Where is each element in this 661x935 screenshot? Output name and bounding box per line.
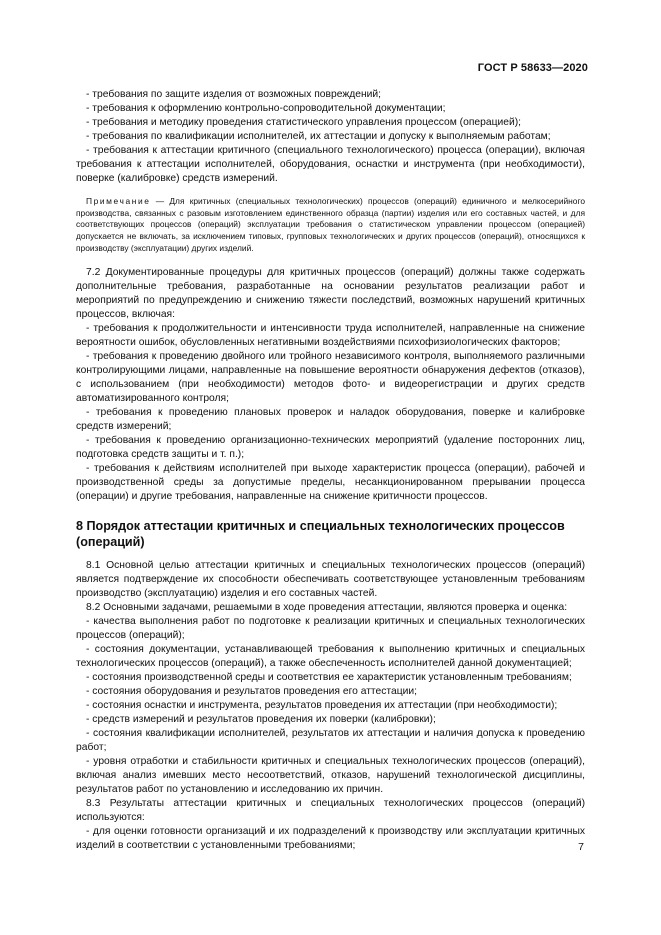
list-item: - состояния оснастки и инструмента, результатов проведения их аттестации (при необходимости); — [86, 699, 558, 711]
note-text: — Для критичных (специальных технологических) процессов (операций) единичного и мелкосерийного производства, связанных с разовым изготовлением единственного образца (партии) изделия или его составных частей, и для соответствующих процессов (операций) эксплуатации требования о статистическом управлении процессом (операцией) допускается не включать, за исключением типовых, групповых технологических и других процессов (операций), относящихся к производству (эксплуатации) других изделий. — [76, 196, 585, 253]
list-item: - средств измерений и результатов проведения их поверки (калибровки); — [86, 713, 436, 725]
list-item: - состояния оборудования и результатов проведения его аттестации; — [86, 685, 417, 697]
list-item: - требования к проведению организационно-технических мероприятий (удаление посторонних лиц, подготовка средств защиты и т. п.); — [76, 434, 585, 460]
list-item: - требования к проведению плановых проверок и наладок оборудования, поверке и калибровке средств измерений; — [76, 406, 585, 432]
list-item: - требования по защите изделия от возможных повреждений; — [86, 89, 382, 100]
note-label: Примечание — [86, 196, 151, 206]
list-item: - требования к аттестации критичного (специального технологического) процесса (операции), включая требования к аттестации исполнителей, оборудования, оснастки и инструмента (при необходимости), поверке (калибровке) средств измерений. — [76, 145, 585, 184]
document-code: ГОСТ Р 58633—2020 — [477, 62, 588, 74]
list-item: - качества выполнения работ по подготовке к реализации критичных и специальных технологических процессов (операций); — [76, 615, 585, 641]
list-item: - требования и методику проведения статистического управления процессом (операцией); — [86, 117, 521, 128]
paragraph-8-1: 8.1 Основной целью аттестации критичных и специальных технологических процессов (операций) является подтверждение их способности обеспечивать соответствующее установленным требованиям производство (эксплуатацию) изделия и его составных частей. — [76, 559, 585, 599]
list-item: - требования к продолжительности и интенсивности труда исполнителей, направленные на снижение вероятности ошибок, обусловленных негативными воздействиями психофизиологических факторов; — [76, 322, 585, 348]
list-item: - состояния производственной среды и соответствия ее характеристик установленным требованиям; — [86, 671, 572, 683]
list-item: - для оценки готовности организаций и их подразделений к производству или эксплуатации критичных изделий в соответствии с установленными требованиями; — [76, 825, 585, 851]
section-heading: 8 Порядок аттестации критичных и специальных технологических процессов (операций) — [76, 518, 565, 549]
page-number: 7 — [578, 841, 584, 853]
list-item: - требования к оформлению контрольно-сопроводительной документации; — [86, 103, 446, 114]
list-item: - требования к действиям исполнителей при выходе характеристик процесса (операции), рабочей и производственной среды за допустимые пределы, несанкционированном прерывании процесса (операции) и другие требования, направленные на снижение критичности процессов. — [76, 462, 585, 502]
paragraph-7-2: 7.2 Документированные процедуры для критичных процессов (операций) должны также содержать дополнительные требования, разработанные на основании результатов реализации работ и мероприятий по предупреждению и снижению тяжести последствий, возможных нарушений критичных процессов, включая: — [76, 266, 585, 320]
list-item: - состояния документации, устанавливающей требования к выполнению критичных и специальных технологических процессов (операций), а также обеспеченность исполнителей данной документацией; — [76, 643, 585, 669]
list-item: - состояния квалификации исполнителей, результатов их аттестации и наличия допуска к проведению работ; — [76, 727, 585, 753]
paragraph-8-2: 8.2 Основными задачами, решаемыми в ходе проведения аттестации, являются проверка и оценка: — [86, 601, 568, 613]
list-item: - требования по квалификации исполнителей, их аттестации и допуску к выполняемым работам; — [86, 131, 551, 142]
list-item: - уровня отработки и стабильности критичных и специальных технологических процессов (операций), включая анализ имевших место несоответствий, отказов, нарушений технологической дисциплины, результатов работ по установлению и исследованию их причин. — [76, 755, 585, 795]
paragraph-8-3: 8.3 Результаты аттестации критичных и специальных технологических процессов (операций) используются: — [76, 797, 585, 823]
note-paragraph — [76, 196, 585, 255]
document-body — [76, 88, 585, 853]
list-item: - требования к проведению двойного или тройного независимого контроля, выполняемого различными контролирующими лицами, направленные на повышение вероятности обнаружения дефектов (отказов), с использованием (при необходимости) методов фото- и видеорегистрации и других средств автоматизированного контроля; — [76, 350, 585, 404]
